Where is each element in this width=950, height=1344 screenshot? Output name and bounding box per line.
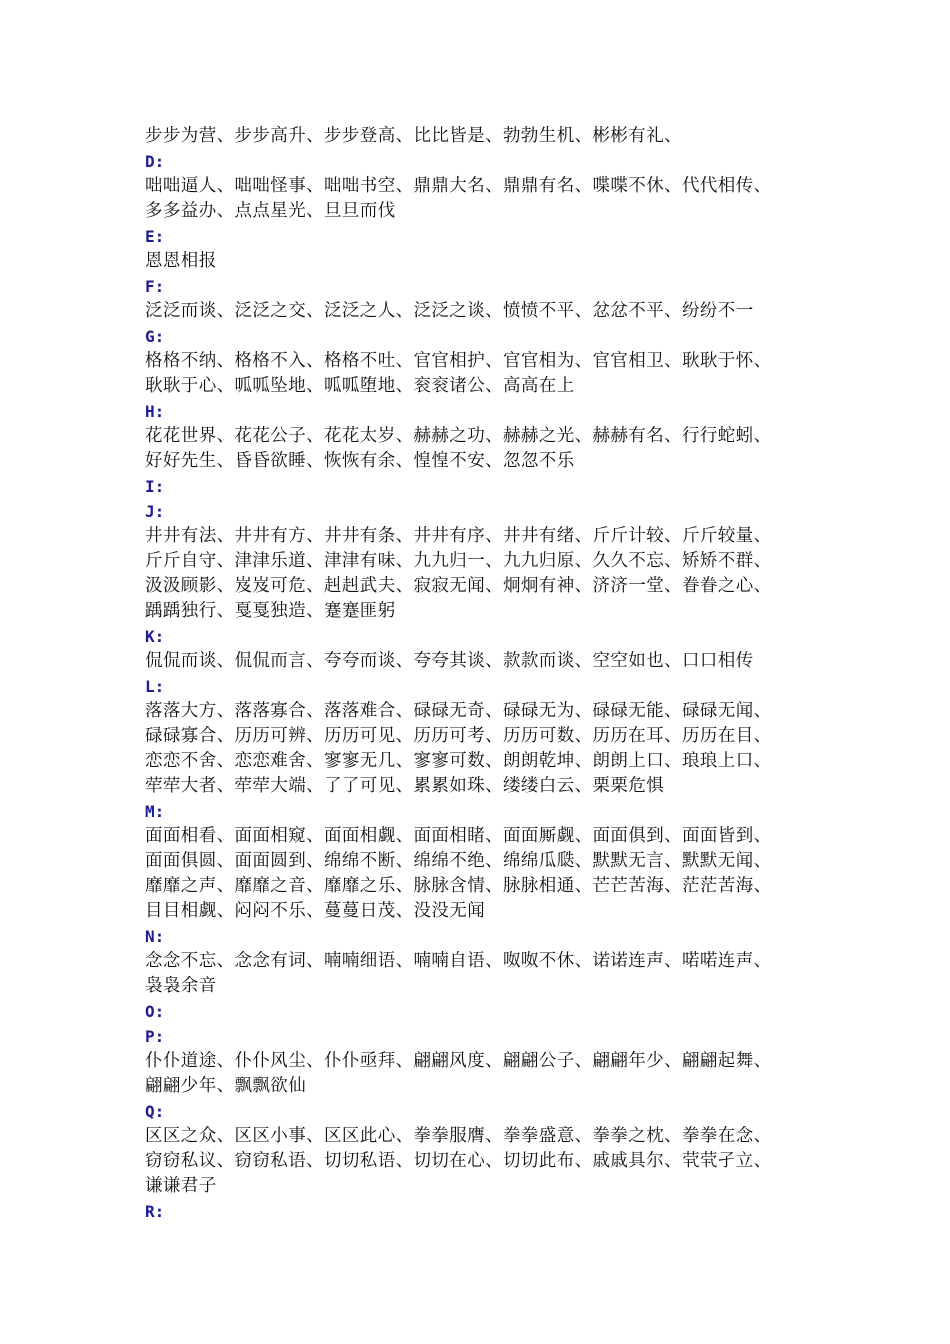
section-heading: R: [145, 1202, 165, 1221]
idiom-line: 翩翩少年、飘飘欲仙 [145, 1076, 307, 1096]
idiom-line: 靡靡之声、靡靡之音、靡靡之乐、脉脉含情、脉脉相通、芒芒苦海、茫茫苦海、 [145, 876, 772, 896]
section-heading: L: [145, 677, 165, 696]
idiom-line: 汲汲顾影、岌岌可危、赳赳武夫、寂寂无闻、炯炯有神、济济一堂、眷眷之心、 [145, 576, 772, 596]
idiom-line: 井井有法、井井有方、井井有条、井井有序、井井有绪、斤斤计较、斤斤较量、 [145, 526, 772, 546]
section-heading: H: [145, 402, 165, 421]
section-heading: K: [145, 627, 165, 646]
section-heading: E: [145, 227, 165, 246]
section-heading: Q: [145, 1102, 165, 1121]
section-heading: G: [145, 327, 165, 346]
section-heading: M: [145, 802, 165, 821]
idiom-line: 仆仆道途、仆仆风尘、仆仆亟拜、翩翩风度、翩翩公子、翩翩年少、翩翩起舞、 [145, 1051, 772, 1071]
idiom-line: 恋恋不舍、恋恋难舍、寥寥无几、寥寥可数、朗朗乾坤、朗朗上口、琅琅上口、 [145, 751, 772, 771]
idiom-line: 区区之众、区区小事、区区此心、拳拳服膺、拳拳盛意、拳拳之枕、拳拳在念、 [145, 1126, 772, 1146]
idiom-list [145, 124, 815, 1224]
section-heading: I: [145, 477, 165, 496]
idiom-line: 落落大方、落落寡合、落落难合、碌碌无奇、碌碌无为、碌碌无能、碌碌无闻、 [145, 701, 772, 721]
idiom-line: 碌碌寡合、历历可辨、历历可见、历历可考、历历可数、历历在耳、历历在目、 [145, 726, 772, 746]
idiom-line: 侃侃而谈、侃侃而言、夸夸而谈、夸夸其谈、款款而谈、空空如也、口口相传 [145, 651, 754, 671]
idiom-line: 念念不忘、念念有词、喃喃细语、喃喃自语、呶呶不休、诺诺连声、喏喏连声、 [145, 951, 772, 971]
idiom-line: 袅袅余音 [145, 976, 217, 996]
idiom-line: 好好先生、昏昏欲睡、恢恢有余、惶惶不安、忽忽不乐 [145, 451, 575, 471]
idiom-line: 谦谦君子 [145, 1176, 217, 1196]
section-heading: J: [145, 502, 165, 521]
idiom-line: 格格不纳、格格不入、格格不吐、官官相护、官官相为、官官相卫、耿耿于怀、 [145, 351, 772, 371]
section-heading: D: [145, 152, 165, 171]
idiom-line: 耿耿于心、呱呱坠地、呱呱堕地、衮衮诸公、高高在上 [145, 376, 575, 396]
section-heading: N: [145, 927, 165, 946]
idiom-line: 泛泛而谈、泛泛之交、泛泛之人、泛泛之谈、愤愤不平、忿忿不平、纷纷不一 [145, 301, 754, 321]
section-heading: O: [145, 1002, 165, 1021]
idiom-line: 荦荦大者、荦荦大端、了了可见、累累如珠、缕缕白云、栗栗危惧 [145, 776, 665, 796]
idiom-line: 步步为营、步步高升、步步登高、比比皆是、勃勃生机、彬彬有礼、 [145, 126, 682, 146]
section-heading: P: [145, 1027, 165, 1046]
idiom-line: 咄咄逼人、咄咄怪事、咄咄书空、鼎鼎大名、鼎鼎有名、喋喋不休、代代相传、 [145, 176, 772, 196]
idiom-line: 踽踽独行、戛戛独造、蹇蹇匪躬 [145, 601, 396, 621]
idiom-line: 窃窃私议、窃窃私语、切切私语、切切在心、切切此布、戚戚具尔、茕茕孑立、 [145, 1151, 772, 1171]
idiom-line: 斤斤自守、津津乐道、津津有味、九九归一、九九归原、久久不忘、矫矫不群、 [145, 551, 772, 571]
idiom-line: 花花世界、花花公子、花花太岁、赫赫之功、赫赫之光、赫赫有名、行行蛇蚓、 [145, 426, 772, 446]
idiom-line: 目目相觑、闷闷不乐、蔓蔓日茂、没没无闻 [145, 901, 486, 921]
idiom-line: 面面相看、面面相窥、面面相觑、面面相睹、面面厮觑、面面俱到、面面皆到、 [145, 826, 772, 846]
section-heading: F: [145, 277, 165, 296]
idiom-line: 恩恩相报 [145, 251, 217, 271]
idiom-line: 多多益办、点点星光、旦旦而伐 [145, 201, 396, 221]
idiom-line: 面面俱圆、面面圆到、绵绵不断、绵绵不绝、绵绵瓜瓞、默默无言、默默无闻、 [145, 851, 772, 871]
